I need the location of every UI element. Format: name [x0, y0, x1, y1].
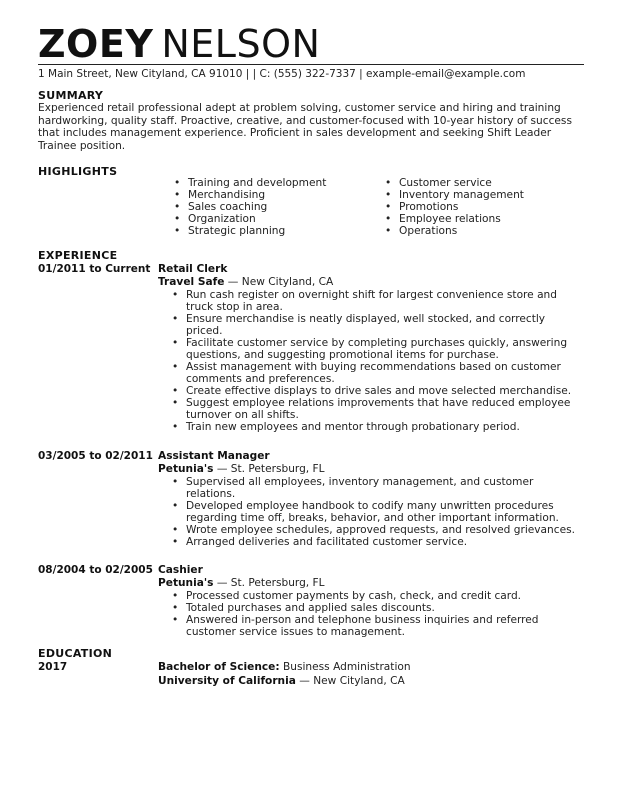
job-bullets	[158, 289, 578, 433]
highlights-list-right	[385, 177, 524, 237]
job-title: Retail Clerk	[158, 263, 228, 275]
job-1-dates: 01/2011 to Current	[38, 263, 151, 275]
highlights-list-left	[174, 177, 326, 237]
school-name: University of California	[158, 675, 296, 687]
school-line	[158, 675, 405, 688]
separator: —	[216, 463, 228, 475]
list-item: • Developed employee handbook to codify many unwritten procedures regarding time off, breaks, behavior, and other important information.	[172, 500, 578, 524]
degree-field: Business Administration	[282, 661, 411, 673]
job-1	[158, 263, 578, 433]
candidate-name	[38, 24, 320, 64]
list-item: • Merchandising	[174, 189, 326, 201]
job-bullets	[158, 476, 578, 548]
company-name: Travel Safe	[158, 276, 225, 288]
list-item: • Strategic planning	[174, 225, 326, 237]
header-divider	[38, 64, 584, 65]
separator: —	[227, 276, 239, 288]
list-item: • Processed customer payments by cash, check, and credit card.	[172, 590, 578, 602]
list-item: • Run cash register on overnight shift for largest convenience store and truck stop in area.	[172, 289, 578, 313]
list-item: • Employee relations	[385, 213, 524, 225]
list-item: • Totaled purchases and applied sales discounts.	[172, 602, 578, 614]
school-location: New Cityland, CA	[313, 675, 405, 687]
list-item: • Create effective displays to drive sales and move selected merchandise.	[172, 385, 578, 397]
job-2	[158, 450, 578, 548]
list-item: • Suggest employee relations improvements that have reduced employee turnover on all shifts.	[172, 397, 578, 421]
list-item: • Promotions	[385, 201, 524, 213]
list-item: • Training and development	[174, 177, 326, 189]
job-3	[158, 564, 578, 638]
company-location: St. Petersburg, FL	[230, 577, 325, 589]
separator: —	[299, 675, 310, 687]
highlights-heading: HIGHLIGHTS	[38, 165, 118, 178]
education-year: 2017	[38, 661, 68, 673]
list-item: • Ensure merchandise is neatly displayed, well stocked, and correctly priced.	[172, 313, 578, 337]
list-item: • Organization	[174, 213, 326, 225]
contact-line: 1 Main Street, New Cityland, CA 91010 | | C: (555) 322-7337 | example-email@example.com	[38, 68, 526, 80]
list-item: • Arranged deliveries and facilitated customer service.	[172, 536, 578, 548]
education-heading: EDUCATION	[38, 647, 113, 660]
list-item: • Wrote employee schedules, approved requests, and resolved grievances.	[172, 524, 578, 536]
degree-line	[158, 661, 411, 674]
list-item: • Assist management with buying recommendations based on customer comments and preferences.	[172, 361, 578, 385]
experience-heading: EXPERIENCE	[38, 249, 118, 262]
job-3-dates: 08/2004 to 02/2005	[38, 564, 153, 576]
list-item: • Supervised all employees, inventory management, and customer relations.	[172, 476, 578, 500]
list-item: • Inventory management	[385, 189, 524, 201]
list-item: • Customer service	[385, 177, 524, 189]
summary-text: Experienced retail professional adept at problem solving, customer service and hiring and training hardworking, quality staff. Proactive, creative, and customer-focused with 10-year history of success that includes management experience. Proficient in sales development and seeking Shift Leader Trainee position.	[38, 102, 572, 152]
job-2-dates: 03/2005 to 02/2011	[38, 450, 153, 462]
job-org	[158, 577, 578, 590]
list-item: • Answered in-person and telephone business inquiries and referred customer service issues to management.	[172, 614, 578, 638]
company-name: Petunia's	[158, 463, 214, 475]
first-name: ZOEY	[38, 22, 154, 66]
job-title: Assistant Manager	[158, 450, 270, 462]
list-item: • Operations	[385, 225, 524, 237]
company-location: St. Petersburg, FL	[230, 463, 325, 475]
company-location: New Cityland, CA	[241, 276, 334, 288]
summary-heading: SUMMARY	[38, 89, 104, 102]
degree-label: Bachelor of Science:	[158, 661, 280, 673]
job-org	[158, 276, 578, 289]
list-item: • Sales coaching	[174, 201, 326, 213]
last-name: NELSON	[161, 22, 321, 66]
separator: —	[216, 577, 228, 589]
company-name: Petunia's	[158, 577, 214, 589]
job-bullets	[158, 590, 578, 638]
job-org	[158, 463, 578, 476]
list-item: • Facilitate customer service by completing purchases quickly, answering questions, and suggesting promotional items for purchase.	[172, 337, 578, 361]
list-item: • Train new employees and mentor through probationary period.	[172, 421, 578, 433]
job-title: Cashier	[158, 564, 203, 576]
